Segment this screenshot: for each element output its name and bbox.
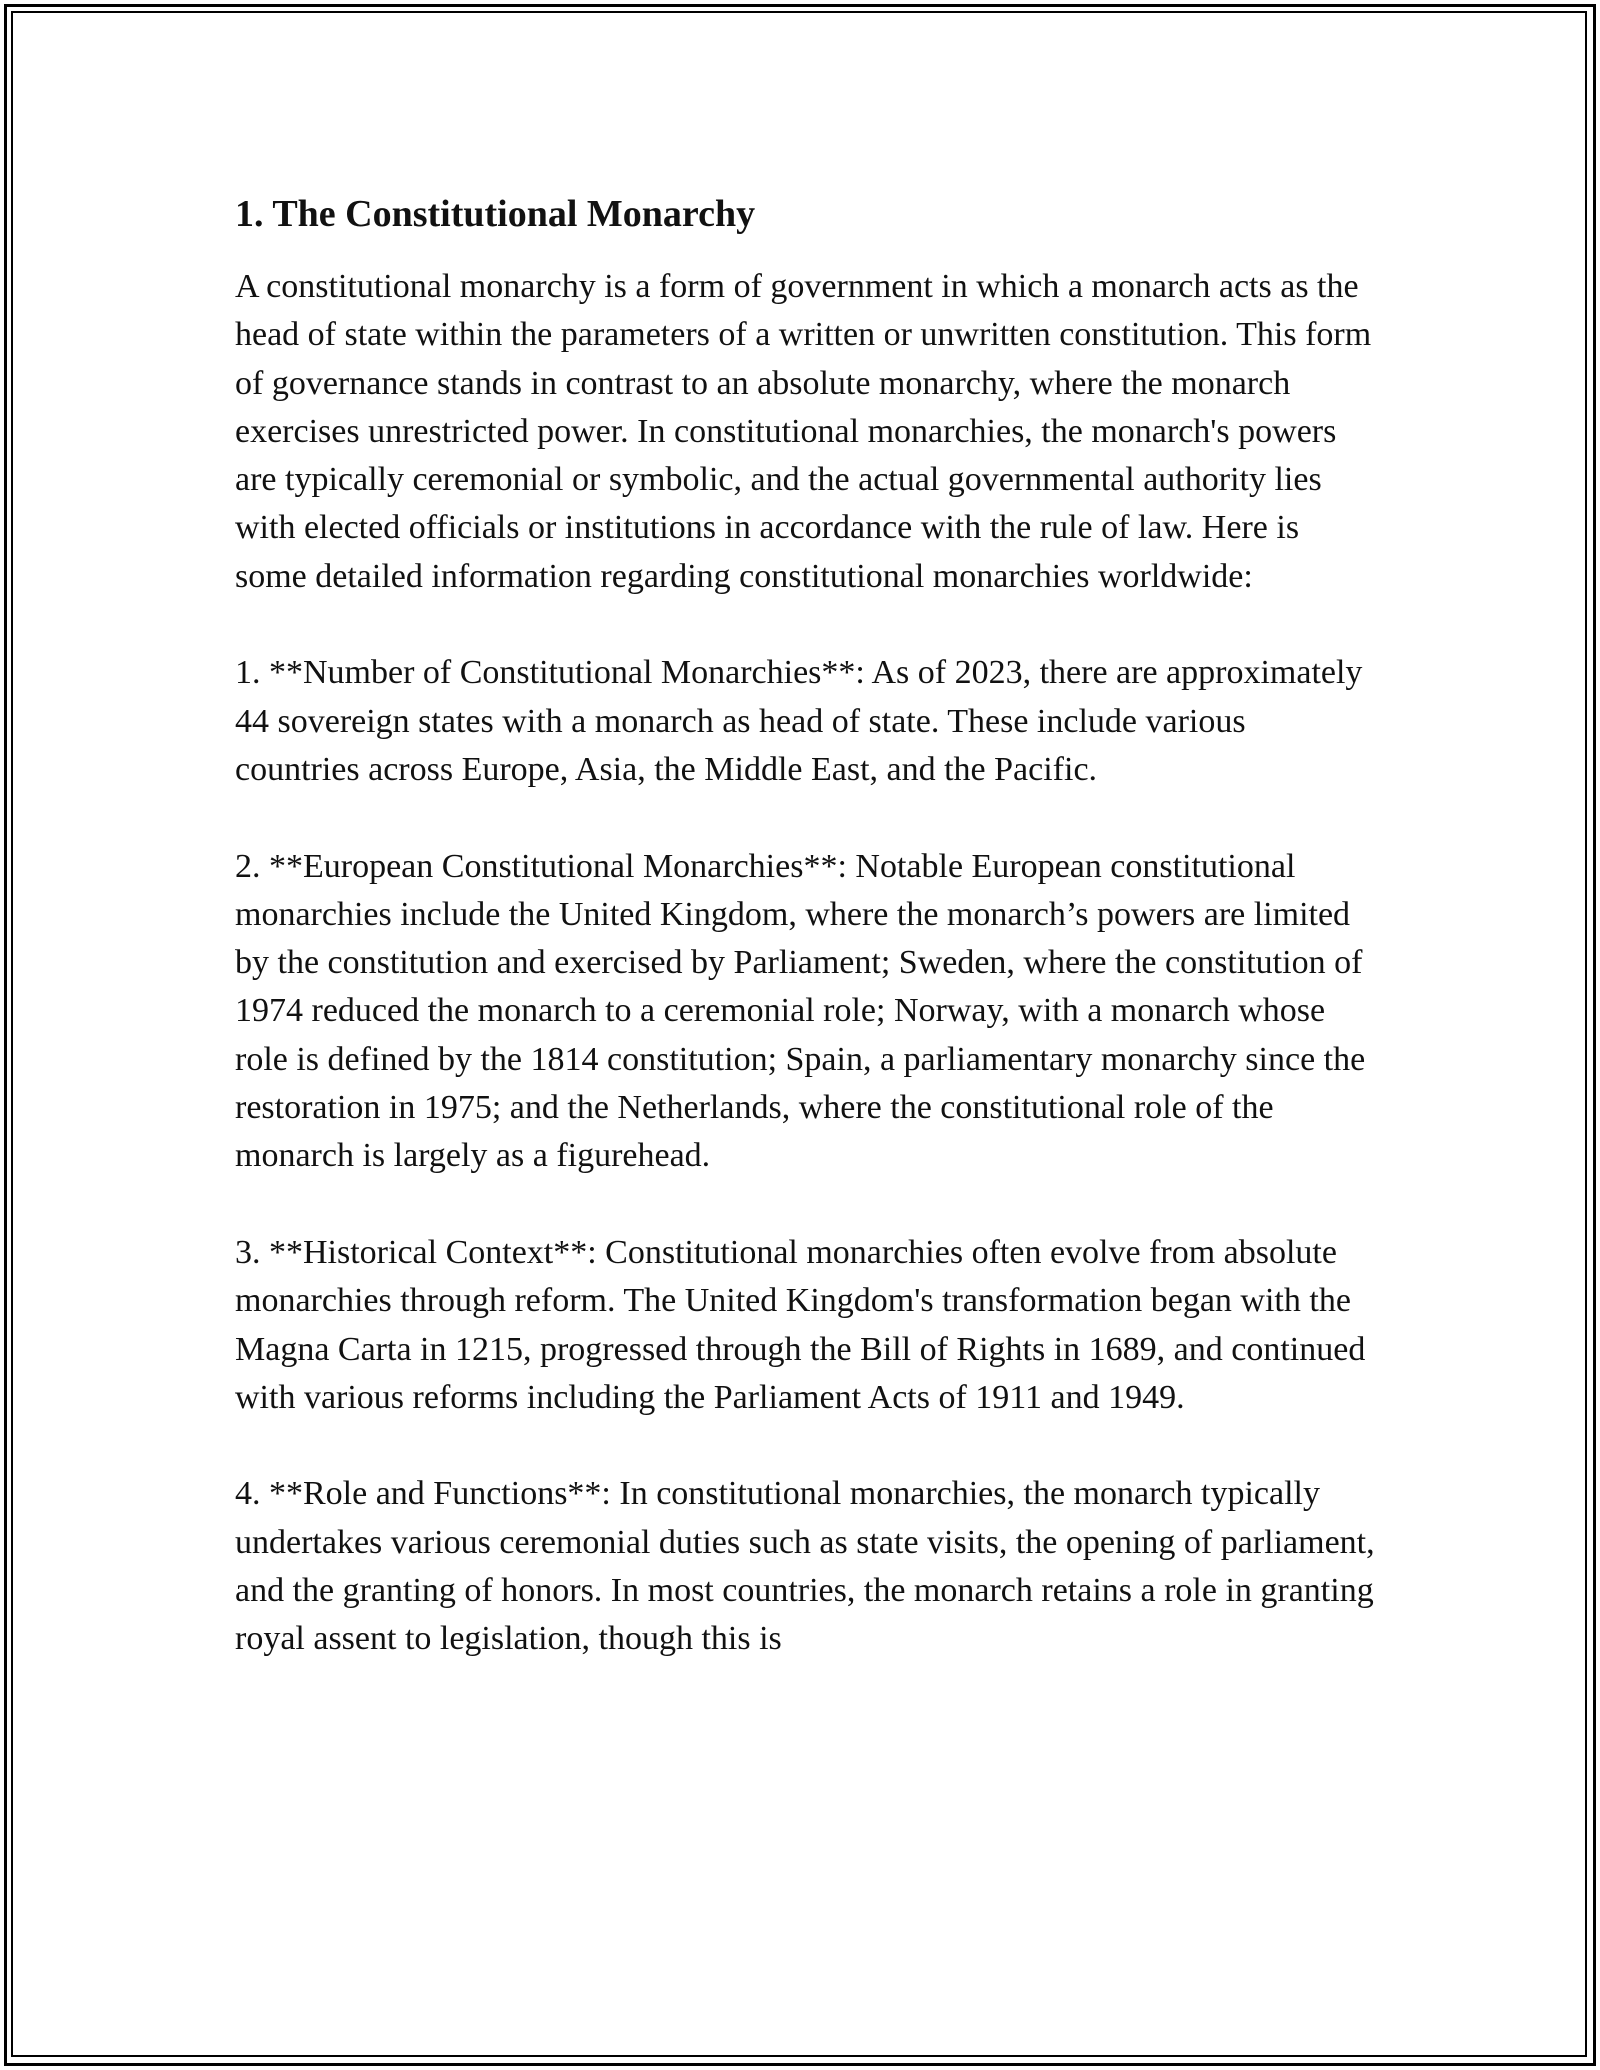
intro-paragraph: A constitutional monarchy is a form of government in which a monarch acts as the head of state within the parameters of a written or unwritten constitution. This form of governance stands in contrast to an absolute monarchy, where the monarch exercises unrestricted power. In constitutional monarchies, the monarch's powers are typically ceremonial or symbolic, and the actual governmental authority lies with elected officials or institutions in accordance with the rule of law. Here is some detailed information regarding constitutional monarchies worldwide: bbox=[235, 268, 1372, 595]
paragraph-spacer bbox=[235, 1422, 1375, 1470]
list-item-historical-context: 3. **Historical Context**: Constitutional monarchies often evolve from absolute monarchies through reform. The United Kingdom's transformation began with the Magna Carta in 1215, progressed through the Bill of Rights in 1689, and continued with various reforms including the Parliament Acts of 1911 and 1949. bbox=[235, 1233, 1366, 1416]
paragraph-spacer bbox=[235, 794, 1375, 842]
document-body bbox=[235, 185, 1375, 1664]
list-item-role-and-functions: 4. **Role and Functions**: In constitutional monarchies, the monarch typically undertakes various ceremonial duties such as state visits, the opening of parliament, and the granting of honors. In most countries, the monarch retains a role in granting royal assent to legislation, though this is bbox=[235, 1475, 1375, 1658]
paragraph-spacer bbox=[235, 601, 1375, 649]
list-item-european-monarchies: 2. **European Constitutional Monarchies**: Notable European constitutional monarchies include the United Kingdom, where the monarch’s powers are limited by the constitution and exercised by Parliament; Sweden, where the constitution of 1974 reduced the monarch to a ceremonial role; Norway, with a monarch whose role is defined by the 1814 constitution; Spain, a parliamentary monarchy since the restoration in 1975; and the Netherlands, where the constitutional role of the monarch is largely as a figurehead. bbox=[235, 847, 1366, 1175]
paragraph-spacer bbox=[235, 1181, 1375, 1229]
list-item-number-of-monarchies: 1. **Number of Constitutional Monarchies**: As of 2023, there are approximately 44 sovereign states with a monarch as head of state. These include various countries across Europe, Asia, the Middle East, and the Pacific. bbox=[235, 654, 1363, 788]
section-title: 1. The Constitutional Monarchy bbox=[235, 193, 756, 235]
